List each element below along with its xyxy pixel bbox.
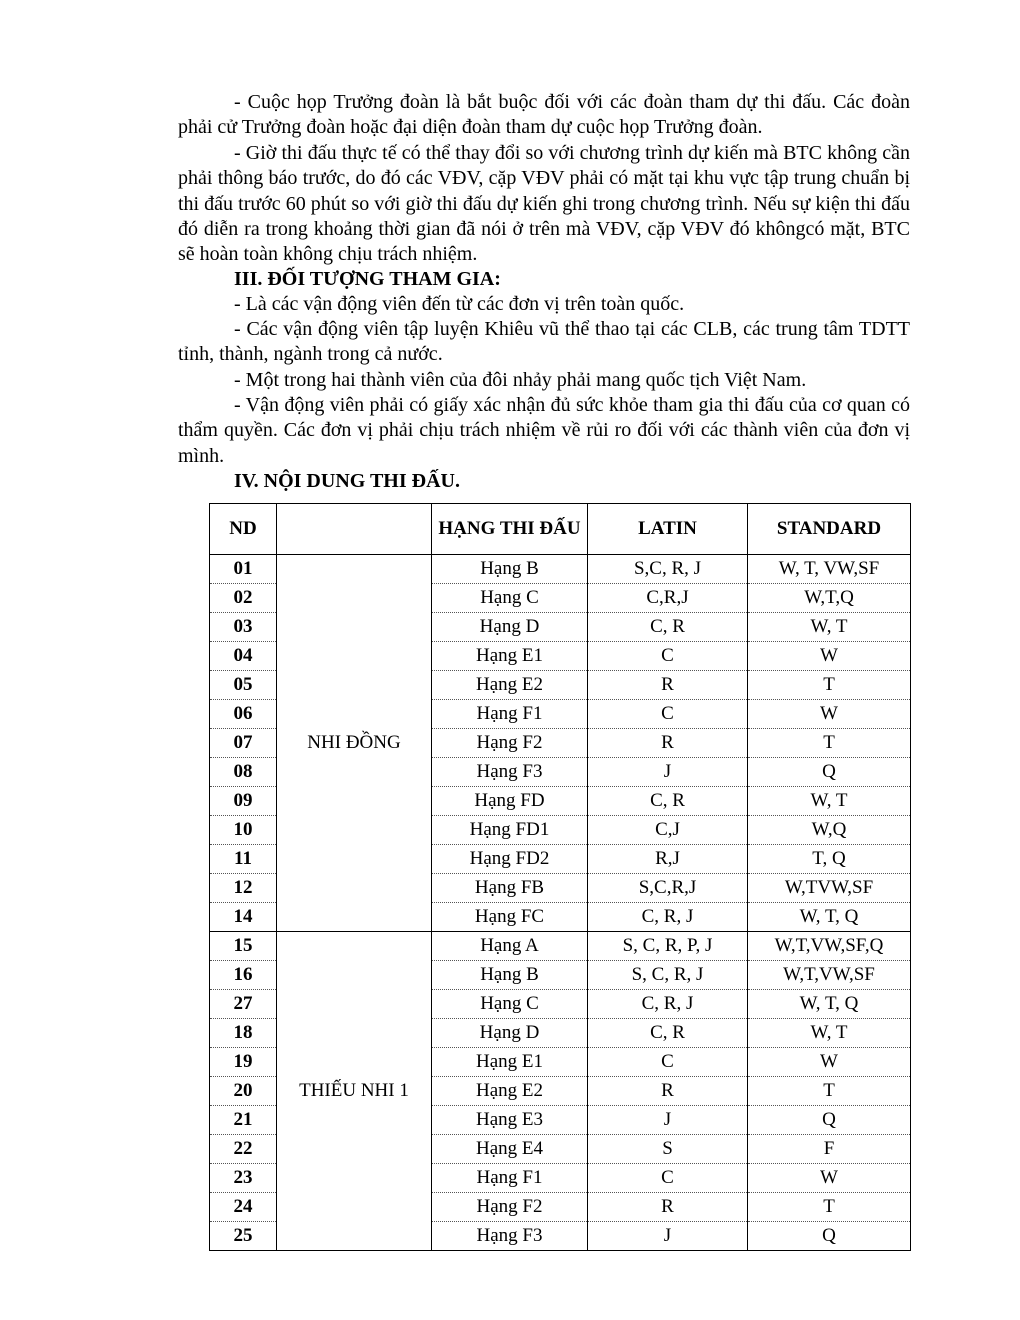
cell-standard: W,T,VW,SF,Q <box>748 932 911 961</box>
section-4-heading: IV. NỘI DUNG THI ĐẤU. <box>234 470 460 492</box>
cell-rank: Hạng A <box>432 932 588 961</box>
cell-nd: 04 <box>210 642 277 671</box>
cell-standard: T <box>748 1077 911 1106</box>
cell-nd: 27 <box>210 990 277 1019</box>
cell-standard: W <box>748 1164 911 1193</box>
cell-standard: T <box>748 1193 911 1222</box>
cell-latin: C, R <box>588 613 748 642</box>
cell-latin: C,J <box>588 816 748 845</box>
cell-rank: Hạng B <box>432 555 588 584</box>
cell-latin: S,C, R, J <box>588 555 748 584</box>
cell-standard: Q <box>748 1106 911 1135</box>
table-row <box>210 555 911 584</box>
cell-nd: 24 <box>210 1193 277 1222</box>
cell-rank: Hạng E4 <box>432 1135 588 1164</box>
cell-nd: 18 <box>210 1019 277 1048</box>
table-header-row <box>210 504 911 555</box>
cell-latin: C <box>588 1048 748 1077</box>
cell-latin: J <box>588 1222 748 1251</box>
cell-nd: 02 <box>210 584 277 613</box>
cell-latin: S, C, R, P, J <box>588 932 748 961</box>
cell-standard: W, T <box>748 613 911 642</box>
header-group <box>277 504 432 555</box>
cell-nd: 14 <box>210 903 277 932</box>
cell-rank: Hạng E3 <box>432 1106 588 1135</box>
cell-latin: R,J <box>588 845 748 874</box>
cell-standard: W, T, Q <box>748 990 911 1019</box>
cell-rank: Hạng FC <box>432 903 588 932</box>
cell-rank: Hạng F1 <box>432 1164 588 1193</box>
paragraph-schedule-change: - Giờ thi đấu thực tế có thể thay đổi so với chương trình dự kiến mà BTC không cần phải thông báo trước, do đó các VĐV, cặp VĐV phải có mặt tại khu vực tập trung chuẩn bị thi đấu trước 60 phút so với giờ thi đấu dự kiến ghi trong chương trình. Nếu sự kiện thi đấu đó diễn ra trong khoảng thời gian đã nói ở trên mà VĐV, cặp VĐV đó khôngcó mặt, BTC sẽ hoàn toàn không chịu trách nhiệm. <box>178 142 910 266</box>
cell-nd: 01 <box>210 555 277 584</box>
cell-latin: J <box>588 758 748 787</box>
cell-latin: R <box>588 671 748 700</box>
cell-nd: 10 <box>210 816 277 845</box>
cell-rank: Hạng FD1 <box>432 816 588 845</box>
cell-standard: W,T,Q <box>748 584 911 613</box>
cell-latin: R <box>588 1193 748 1222</box>
cell-rank: Hạng D <box>432 613 588 642</box>
header-standard: STANDARD <box>748 504 911 555</box>
paragraph-team-leader-meeting: - Cuộc họp Trưởng đoàn là bắt buộc đối với các đoàn tham dự thi đấu. Các đoàn phải cử Trưởng đoàn hoặc đại diện đoàn tham dự cuộc họp Trưởng đoàn. <box>178 91 910 139</box>
cell-standard: Q <box>748 1222 911 1251</box>
cell-standard: Q <box>748 758 911 787</box>
cell-rank: Hạng D <box>432 1019 588 1048</box>
cell-nd: 22 <box>210 1135 277 1164</box>
cell-standard: T <box>748 671 911 700</box>
cell-rank: Hạng F2 <box>432 1193 588 1222</box>
cell-latin: C <box>588 1164 748 1193</box>
cell-latin: C, R, J <box>588 903 748 932</box>
cell-nd: 12 <box>210 874 277 903</box>
cell-nd: 21 <box>210 1106 277 1135</box>
cell-rank: Hạng E1 <box>432 642 588 671</box>
section-3-heading: III. ĐỐI TƯỢNG THAM GIA: <box>234 268 501 290</box>
cell-nd: 19 <box>210 1048 277 1077</box>
cell-rank: Hạng F3 <box>432 1222 588 1251</box>
cell-nd: 09 <box>210 787 277 816</box>
cell-standard: W <box>748 1048 911 1077</box>
cell-rank: Hạng C <box>432 584 588 613</box>
cell-rank: Hạng F2 <box>432 729 588 758</box>
cell-latin: S <box>588 1135 748 1164</box>
cell-rank: Hạng E1 <box>432 1048 588 1077</box>
cell-rank: Hạng B <box>432 961 588 990</box>
cell-rank: Hạng E2 <box>432 671 588 700</box>
cell-standard: T <box>748 729 911 758</box>
cell-nd: 11 <box>210 845 277 874</box>
section-3-item-3: - Một trong hai thành viên của đôi nhảy phải mang quốc tịch Việt Nam. <box>234 369 807 391</box>
cell-nd: 03 <box>210 613 277 642</box>
cell-rank: Hạng FD2 <box>432 845 588 874</box>
cell-standard: F <box>748 1135 911 1164</box>
cell-standard: W <box>748 642 911 671</box>
header-rank: HẠNG THI ĐẤU <box>432 504 588 555</box>
cell-standard: W,Q <box>748 816 911 845</box>
cell-standard: T, Q <box>748 845 911 874</box>
section-3-item-4: - Vận động viên phải có giấy xác nhận đủ sức khỏe tham gia thi đấu của cơ quan có thẩm quyền. Các đơn vị phải chịu trách nhiệm về rủi ro đối với các thành viên của đơn vị mình. <box>178 394 910 467</box>
cell-latin: C <box>588 642 748 671</box>
cell-standard: W,TVW,SF <box>748 874 911 903</box>
cell-latin: S, C, R, J <box>588 961 748 990</box>
cell-latin: C, R <box>588 787 748 816</box>
cell-rank: Hạng F3 <box>432 758 588 787</box>
cell-standard: W <box>748 700 911 729</box>
cell-latin: C, R <box>588 1019 748 1048</box>
cell-standard: W, T <box>748 1019 911 1048</box>
cell-rank: Hạng C <box>432 990 588 1019</box>
cell-latin: S,C,R,J <box>588 874 748 903</box>
cell-nd: 06 <box>210 700 277 729</box>
cell-latin: R <box>588 729 748 758</box>
cell-rank: Hạng FB <box>432 874 588 903</box>
header-nd: ND <box>210 504 277 555</box>
competition-content-table <box>209 503 911 1251</box>
cell-standard: W, T, Q <box>748 903 911 932</box>
cell-standard: W, T <box>748 787 911 816</box>
cell-latin: R <box>588 1077 748 1106</box>
cell-rank: Hạng FD <box>432 787 588 816</box>
cell-latin: C <box>588 700 748 729</box>
cell-nd: 15 <box>210 932 277 961</box>
cell-group-name: THIẾU NHI 1 <box>277 932 432 1251</box>
cell-latin: C, R, J <box>588 990 748 1019</box>
cell-standard: W, T, VW,SF <box>748 555 911 584</box>
cell-nd: 16 <box>210 961 277 990</box>
cell-nd: 20 <box>210 1077 277 1106</box>
header-latin: LATIN <box>588 504 748 555</box>
cell-rank: Hạng E2 <box>432 1077 588 1106</box>
section-3-item-1: - Là các vận động viên đến từ các đơn vị trên toàn quốc. <box>234 293 685 315</box>
cell-nd: 25 <box>210 1222 277 1251</box>
cell-nd: 07 <box>210 729 277 758</box>
table-body <box>210 555 911 1251</box>
cell-standard: W,T,VW,SF <box>748 961 911 990</box>
cell-latin: J <box>588 1106 748 1135</box>
cell-group-name: NHI ĐỒNG <box>277 555 432 932</box>
section-3-item-2: - Các vận động viên tập luyện Khiêu vũ thể thao tại các CLB, các trung tâm TDTT tỉnh, thành, ngành trong cả nước. <box>178 318 910 366</box>
cell-latin: C,R,J <box>588 584 748 613</box>
cell-nd: 08 <box>210 758 277 787</box>
cell-rank: Hạng F1 <box>432 700 588 729</box>
cell-nd: 05 <box>210 671 277 700</box>
cell-nd: 23 <box>210 1164 277 1193</box>
table-row <box>210 932 911 961</box>
